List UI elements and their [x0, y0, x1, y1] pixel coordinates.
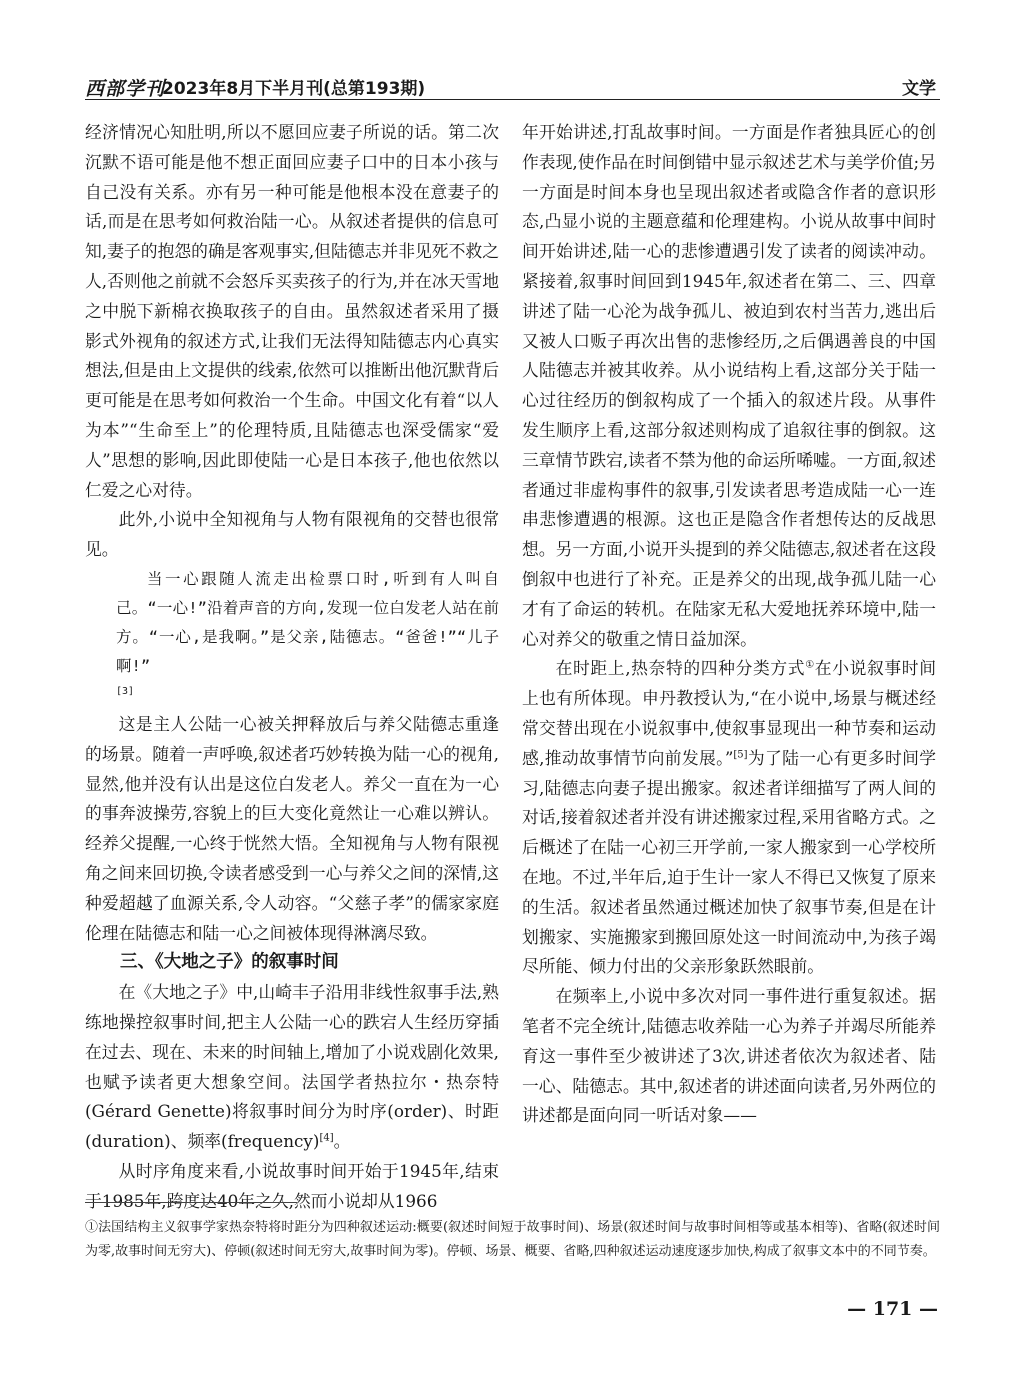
paragraph-text: 在《大地之子》中,山崎丰子沿用非线性叙事手法,熟练地操控叙事时间,把主人公陆一心的跌宕人生经历穿插在过去、现在、未来的时间轴上,增加了小说戏剧化效果,也赋予读者更大想象空间。法国学者热拉尔・热奈特(Gérard Genette)将叙事时间分为时序(order)、时距(duration)、频率(frequency) [85, 982, 499, 1152]
page-number: — 171 — [847, 1298, 938, 1320]
footnote-marker: ① [805, 659, 815, 671]
paragraph: 此外,小说中全知视角与人物有限视角的交替也很常见。 [85, 509, 499, 560]
paragraph: 从时序角度来看,小说故事时间开始于1945年,结束于1985年,跨度达40年之久,然而小说却从1966 [85, 1160, 499, 1211]
block-quote [116, 565, 499, 710]
paragraph: 这是主人公陆一心被关押释放后与养父陆德志重逢的场景。随着一声呼唤,叙述者巧妙转换为陆一心的视角,显然,他并没有认出是这位白发老人。养父一直在为一心的事奔波操劳,容貌上的巨大变化竟然让一心难以辨认。经养父提醒,一心终于恍然大悟。全知视角与人物有限视角之间来回切换,令读者感受到一心与养父之间的深情,这种爱超越了血源关系,令人动容。“父慈子孝”的儒家家庭伦理在陆德志和陆一心之间被体现得淋漓尽致。 [85, 713, 499, 943]
issue-info: 2023年8月下半月刊(总第193期) [162, 79, 426, 99]
citation-ref: [5] [733, 749, 748, 761]
paragraph-text: 在时距上,热奈特的四种分类方式 [555, 658, 806, 679]
page-header [85, 70, 940, 100]
section-label: 文学 [902, 79, 936, 99]
paragraph: 年开始讲述,打乱故事时间。一方面是作者独具匠心的创作表现,使作品在时间倒错中显示叙述艺术与美学价值;另一方面是时间本身也呈现出叙述者或隐含作者的意识形态,凸显小说的主题意蕴和伦理建构。小说从故事中间时间开始讲述,陆一心的悲惨遭遇引发了读者的阅读冲动。紧接着,叙事时间回到1945年,叙述者在第二、三、四章讲述了陆一心沦为战争孤儿、被迫到农村当苦力,逃出后又被人口贩子再次出售的悲惨经历,之后偶遇善良的中国人陆德志并被其收养。从小说结构上看,这部分关于陆一心过往经历的倒叙构成了一个插入的叙述片段。从事件发生顺序上看,这部分叙述则构成了追叙往事的倒叙。这三章情节跌宕,读者不禁为他的命运所唏嘘。一方面,叙述者通过非虚构事件的叙事,引发读者思考造成陆一心一连串悲惨遭遇的根源。这也正是隐含作者想传达的反战思想。另一方面,小说开头提到的养父陆德志,叙述者在这段倒叙中也进行了补充。正是养父的出现,战争孤儿陆一心才有了命运的转机。在陆家无私大爱地抚养环境中,陆一心对养父的敬重之情日益加深。 [522, 122, 936, 649]
paragraph-text: 在小说叙事时间上也有所体现。申丹教授认为,“在小说中,场景与概述经常交替出现在小说叙事中,使叙事显现出一种节奏和运动感,推动故事情节向前发展。” [522, 658, 936, 768]
section-heading: 三、《大地之子》的叙事时间 [120, 952, 339, 973]
paragraph-text: 。 [333, 1131, 351, 1152]
quote-text: 当一心跟随人流走出检票口时,听到有人叫自己。“一心!”沿着声音的方向,发现一位白发老人站在前方。“一心,是我啊。”是父亲,陆德志。“爸爸!”“儿子啊!” [116, 569, 499, 675]
footnote: ①法国结构主义叙事学家热奈特将时距分为四种叙述运动:概要(叙述时间短于故事时间)、场景(叙述时间与故事时间相等或基本相等)、省略(叙述时间为零,故事时间无穷大)、停顿(叙述时间无穷大,故事时间为零)。停顿、场景、概要、省略,四种叙述运动速度逐步加快,构成了叙事文本中的不同节奏。 [85, 1220, 940, 1259]
footnote-rule [85, 1202, 297, 1203]
journal-logo: 西部学刊 [85, 78, 166, 100]
right-column [522, 118, 936, 1131]
left-column [85, 118, 499, 1217]
paragraph [85, 978, 499, 1157]
paragraph: 经济情况心知肚明,所以不愿回应妻子所说的话。第二次沉默不语可能是他不想正面回应妻子口中的日本小孩与自己没有关系。亦有另一种可能是他根本没在意妻子的话,而是在思考如何救治陆一心。从叙述者提供的信息可知,妻子的抱怨的确是客观事实,但陆德志并非见死不救之人,否则他之前就不会怒斥买卖孩子的行为,并在冰天雪地之中脱下新棉衣换取孩子的自由。虽然叙述者采用了摄影式外视角的叙述方式,让我们无法得知陆德志内心真实想法,但是由上文提供的线索,依然可以推断出他沉默背后更可能是在思考如何救治一个生命。中国文化有着“以人为本”“生命至上”的伦理特质,且陆德志也深受儒家“爱人”思想的影响,因此即使陆一心是日本孩子,他也依然以仁爱之心对待。 [85, 122, 499, 500]
citation-ref: [4] [319, 1132, 334, 1144]
paragraph-text: 为了陆一心有更多时间学习,陆德志向妻子提出搬家。叙述者详细描写了两人间的对话,接着叙述者并没有讲述搬家过程,采用省略方式。之后概述了在陆一心初三开学前,一家人搬家到一心学校所在地。不过,半年后,迫于生计一家人不得已又恢复了原来的生活。叙述者虽然通过概述加快了叙事节奏,但是在计划搬家、实施搬家到搬回原处这一时间流动中,为孩子竭尽所能、倾力付出的父亲形象跃然眼前。 [522, 747, 936, 977]
paragraph: 在频率上,小说中多次对同一事件进行重复叙述。据笔者不完全统计,陆德志收养陆一心为养子并竭尽所能养育这一事件至少被讲述了3次,讲述者依次为叙述者、陆一心、陆德志。其中,叙述者的讲述面向读者,另外两位的讲述都是面向同一听话对象—— [522, 986, 936, 1126]
citation-ref: [3] [116, 685, 135, 697]
header-rule [85, 99, 940, 100]
paragraph [522, 654, 936, 982]
